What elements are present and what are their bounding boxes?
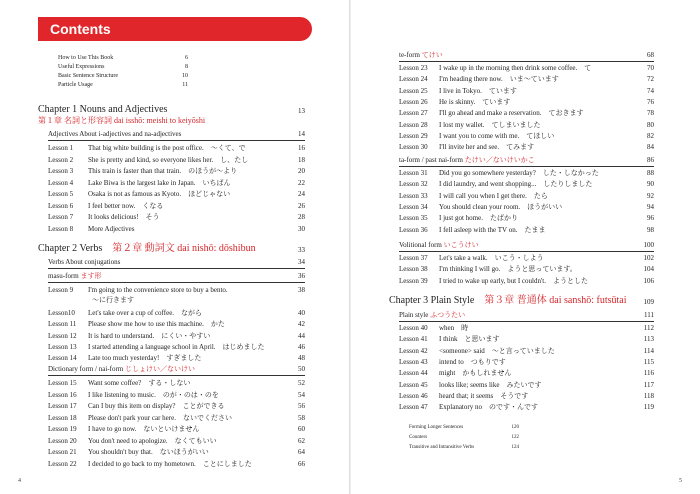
chapter-3-title: Chapter 3 Plain Style [389, 295, 475, 306]
lesson-title-continued: ～に行きます [92, 296, 134, 304]
lesson-page: 106 [643, 276, 654, 285]
lesson-title: You don't need to apologize. なくてもいい [88, 436, 217, 445]
lesson-title: I'm heading there now. いま～ています [439, 75, 559, 84]
lesson-page: 76 [647, 97, 654, 106]
lesson-number: Lesson 35 [399, 214, 428, 223]
lesson-title: It looks delicious! そう [88, 213, 160, 221]
lesson-number: Lesson 18 [48, 413, 77, 422]
lesson-page: 56 [298, 402, 305, 410]
front-matter-page: 8 [185, 64, 188, 70]
back-matter-page: 124 [511, 445, 519, 450]
te-page: 68 [647, 51, 654, 59]
chapter-2-title-jp: 第２章 動詞文 dai nishō: dōshibun [112, 243, 256, 254]
lesson-page: 64 [298, 448, 305, 456]
lesson-page: 92 [647, 191, 654, 200]
plain-label-jp: ふつうたい [430, 311, 466, 319]
lesson-page: 72 [647, 75, 654, 84]
lesson-number: Lesson 21 [48, 448, 77, 456]
back-matter-item [409, 434, 519, 442]
lesson-title: Osaka is not as famous as Kyoto. ほどじゃない [88, 190, 231, 198]
back-matter-item [409, 444, 519, 452]
lesson-number: Lesson 13 [48, 343, 77, 351]
lesson-number: Lesson 28 [399, 120, 428, 129]
lesson-title: when 時 [439, 324, 469, 332]
masu-page: 36 [298, 272, 305, 280]
lesson-title: I feel better now. くなる [88, 201, 164, 210]
front-matter-page: 11 [182, 82, 188, 88]
lesson-title: Can I buy this item on display? ことができる [88, 402, 225, 410]
lesson-page: 116 [643, 369, 654, 378]
lesson-title: <someone> said ～と言っていました [439, 346, 555, 355]
lesson-number: Lesson 20 [48, 436, 77, 445]
chapter-3-heading [389, 294, 654, 307]
section-page: 14 [298, 130, 305, 138]
back-matter-page: 122 [511, 435, 519, 440]
lesson-page: 24 [298, 190, 305, 198]
lesson-title: I decided to go back to my hometown. ことにしました [88, 459, 252, 468]
section-label: Adjectives About i-adjectives and na-adjectives [48, 130, 182, 138]
lesson-number: Lesson 41 [399, 335, 428, 344]
lesson-number: Lesson 5 [48, 190, 74, 198]
back-matter-label: Counters [409, 435, 428, 440]
section-divider [399, 166, 654, 167]
lesson-title: I wake up in the morning then drink some coffee. て [439, 64, 592, 72]
lesson-title: Please don't park your car here. ないでください [88, 413, 232, 422]
lesson-number: Lesson 27 [399, 109, 428, 118]
chapter-1-heading [38, 103, 305, 116]
lesson-number: Lesson 42 [399, 346, 428, 355]
lesson-title: Late too much yesterday! すぎました [88, 354, 202, 363]
section-divider [399, 61, 654, 62]
lesson-number: Lesson 32 [399, 180, 428, 189]
lesson-page: 26 [298, 201, 305, 210]
lesson-page: 48 [298, 354, 305, 363]
lesson-title: I'll go ahead and make a reservation. ておきます [439, 109, 584, 118]
ta-label-jp: たけい／ないけいかこ [464, 156, 535, 164]
lesson-number: Lesson 16 [48, 390, 77, 399]
lesson-number: Lesson 6 [48, 201, 74, 210]
lesson-page: 60 [298, 425, 305, 433]
volitional-heading [399, 240, 654, 250]
lesson-title: She is pretty and kind, so everyone likes her. し、たし [88, 155, 249, 164]
lesson-number: Lesson 22 [48, 459, 77, 468]
lesson-title: I started attending a language school in April. はじめました [88, 343, 265, 351]
lesson-title: I lost my wallet. てしまいました [439, 120, 541, 129]
lesson-number: Lesson 14 [48, 354, 77, 363]
lesson-number: Lesson 40 [399, 324, 428, 332]
lesson-title: looks like; seems like みたいです [439, 380, 542, 389]
back-matter-label: Transitive and Intransitive Verbs [409, 445, 475, 450]
lesson-page: 118 [643, 391, 654, 400]
section-divider [399, 251, 654, 252]
lesson-number: Lesson 25 [399, 86, 428, 95]
vol-label: Volitional form [399, 241, 442, 249]
back-matter-item [409, 424, 519, 432]
lesson-number: Lesson 39 [399, 276, 428, 285]
lesson-number: Lesson 34 [399, 202, 428, 211]
front-matter-label: Useful Expressions [58, 64, 105, 70]
lesson-number: Lesson 43 [399, 357, 428, 366]
lesson-title: I'm going to the convenience store to buy a bento. [88, 286, 228, 294]
plain-page: 111 [644, 311, 654, 319]
lesson-title: This train is faster than that train. のほうが～より [88, 167, 238, 175]
right-page [351, 0, 700, 494]
masu-form-heading [48, 271, 305, 281]
lesson-page: 44 [298, 331, 305, 340]
lesson-title: He is skinny. ています [439, 97, 511, 106]
lesson-page: 70 [647, 64, 654, 72]
front-matter-page: 10 [182, 73, 188, 79]
lesson-title: You should clean your room. ほうがいい [439, 202, 563, 211]
back-matter-label: Forming Longer Sentences [409, 425, 464, 430]
front-matter-item [58, 63, 188, 72]
lesson-number: Lesson 9 [48, 286, 74, 294]
lesson-title: Explanatory no のです・んです [439, 403, 538, 412]
lesson-title: I live in Tokyo. ています [439, 86, 517, 95]
lesson-page: 16 [298, 144, 305, 152]
lesson-title: intend to つもりです [439, 357, 506, 366]
lesson-number: Lesson 31 [399, 169, 428, 177]
lesson-page: 94 [647, 202, 654, 211]
lesson-page: 82 [647, 131, 654, 140]
lesson-number: Lesson 26 [399, 97, 428, 106]
front-matter-label: How to Use This Book [58, 55, 114, 61]
lesson-title: More Adjectives [88, 224, 135, 233]
lesson-page: 74 [647, 86, 654, 95]
lesson-title: You shouldn't buy that. ないほうがいい [88, 448, 209, 456]
lesson-title: I want you to come with me. てほしい [439, 131, 555, 140]
section-label: Verbs About conjugations [48, 258, 121, 266]
lesson-title: Let's take over a cup of coffee. ながら [88, 308, 203, 317]
lesson-number: Lesson 33 [399, 191, 428, 200]
lesson-number: Lesson 36 [399, 225, 428, 234]
lesson-page: 104 [643, 265, 654, 274]
page-number: 5 [679, 478, 682, 484]
dict-label: Dictionary form / nai-form [48, 365, 124, 373]
lesson-page: 117 [643, 380, 654, 389]
front-matter-label: Basic Sentence Structure [58, 73, 118, 79]
lesson-title: I'll invite her and see. てみます [439, 143, 535, 152]
lesson-page: 112 [643, 324, 654, 332]
lesson-number: Lesson 17 [48, 402, 77, 410]
back-matter-page: 120 [511, 425, 519, 430]
lesson-title: I fell asleep with the TV on. たまま [439, 225, 546, 234]
lesson-page: 88 [647, 169, 654, 177]
lesson-number: Lesson 47 [399, 403, 428, 412]
lesson-number: Lesson 1 [48, 144, 74, 152]
chapter-3-title-jp: 第３章 普通体 dai sanshō: futsūtai [484, 295, 627, 306]
section-divider [48, 375, 305, 376]
lesson-title: I like listening to music. のが・のは・のを [88, 390, 219, 399]
lesson-number: Lesson 15 [48, 379, 77, 387]
lesson-page: 102 [643, 254, 654, 262]
plain-label: Plain style [399, 311, 429, 319]
lesson-page: 52 [298, 379, 305, 387]
lesson-page: 30 [298, 224, 305, 233]
section-divider [48, 268, 305, 269]
lesson-page: 20 [298, 167, 305, 175]
vol-page: 100 [643, 241, 654, 249]
left-page [0, 0, 349, 494]
lesson-page: 80 [647, 120, 654, 129]
lesson-title: I have to go now. ないといけません [88, 425, 200, 433]
lesson-number: Lesson 7 [48, 213, 74, 221]
front-matter-item [58, 81, 188, 90]
te-label: te-form [399, 51, 420, 59]
lesson-page: 62 [298, 436, 305, 445]
lesson-title: I tried to wake up early, but I couldn't. ようとした [439, 276, 588, 285]
contents-banner: Contents [38, 17, 312, 41]
lesson-page: 42 [298, 320, 305, 329]
lesson-number: Lesson 37 [399, 254, 428, 262]
lesson-title: I think と思います [439, 335, 500, 344]
lesson-page: 78 [647, 109, 654, 118]
front-matter-item [58, 54, 188, 63]
chapter-1-title: Chapter 1 Nouns and Adjectives [38, 104, 168, 115]
lesson-number: Lesson 12 [48, 331, 77, 340]
lesson-page: 18 [298, 155, 305, 164]
lesson-number: Lesson 38 [399, 265, 428, 274]
chapter-2-page: 33 [298, 246, 305, 254]
lesson-title: I'm thinking I will go. ようと思っています。 [439, 265, 577, 274]
lesson-page: 54 [298, 390, 305, 399]
lesson-title: Did you go somewhere yesterday? した・しなかった [439, 169, 599, 177]
ta-form-heading [399, 155, 654, 165]
lesson-title: I will call you when I get there. たら [439, 191, 548, 200]
lesson-number: Lesson 11 [48, 320, 77, 329]
lesson-page: 114 [643, 346, 654, 355]
lesson-number: Lesson 3 [48, 167, 74, 175]
lesson-number: Lesson 23 [399, 64, 428, 72]
dict-label-jp: じしょけい／ないけい [124, 365, 195, 373]
lesson-page: 46 [298, 343, 305, 351]
dict-page: 50 [298, 365, 305, 373]
lesson-title: might かもしれません [439, 369, 512, 378]
lesson-title: I did laundry, and went shopping... したりしました [439, 180, 593, 189]
dictionary-form-heading [48, 364, 305, 374]
ta-label: ta-form / past nai-form [399, 156, 463, 164]
lesson-page: 40 [298, 308, 305, 317]
plain-style-heading [399, 310, 654, 320]
lesson-number: Lesson 2 [48, 155, 74, 164]
chapter-2-heading [38, 242, 305, 255]
lesson-title: That big white building is the post office. ～くて、で [88, 144, 246, 152]
lesson-title: Let's take a walk. いこう・しよう [439, 254, 544, 262]
section-divider [48, 140, 305, 141]
lesson-page: 66 [298, 459, 305, 468]
lesson-title: I just got home. たばかり [439, 214, 518, 223]
chapter-2-title: Chapter 2 Verbs [38, 243, 103, 254]
lesson-number: Lesson 30 [399, 143, 428, 152]
front-matter-page: 6 [185, 55, 188, 61]
vol-label-jp: いこうけい [443, 241, 479, 249]
te-label-jp: てけい [421, 51, 443, 59]
lesson-page: 119 [643, 403, 654, 412]
lesson-page: 90 [647, 180, 654, 189]
section-divider [399, 321, 654, 322]
lesson-number: Lesson 19 [48, 425, 77, 433]
lesson-number: Lesson 45 [399, 380, 428, 389]
masu-label-jp: ます形 [80, 272, 102, 280]
section-page: 34 [298, 258, 305, 266]
chapter-1-section [48, 129, 305, 139]
lesson-page: 96 [647, 214, 654, 223]
lesson-page: 113 [643, 335, 654, 344]
lesson-title: Lake Biwa is the largest lake in Japan. いちばん [88, 178, 231, 187]
lesson-page: 115 [643, 357, 654, 366]
lesson-number: Lesson 29 [399, 131, 428, 140]
lesson-page: 84 [647, 143, 654, 152]
lesson-page: 58 [298, 413, 305, 422]
lesson-page: 22 [298, 178, 305, 187]
chapter-3-page: 109 [643, 298, 654, 306]
front-matter-item [58, 72, 188, 81]
lesson-title: Please show me how to use this machine. かた [88, 320, 225, 329]
page-number: 4 [18, 478, 21, 484]
section-divider [48, 282, 305, 283]
lesson-number: Lesson 8 [48, 224, 74, 233]
chapter-1-page: 13 [298, 107, 305, 115]
lesson-number: Lesson10 [48, 308, 75, 317]
chapter-2-section [48, 257, 305, 267]
lesson-title: It is hard to understand. にくい・やすい [88, 331, 211, 340]
lesson-number: Lesson 44 [399, 369, 428, 378]
lesson-number: Lesson 4 [48, 178, 74, 187]
lesson-title: Want some coffee? する・しない [88, 379, 191, 387]
masu-label: masu-form [48, 272, 79, 280]
front-matter-label: Particle Usage [58, 82, 93, 88]
ta-page: 86 [647, 156, 654, 164]
lesson-page: 98 [647, 225, 654, 234]
lesson-title: heard that; it seems そうです [439, 391, 529, 400]
lesson-number: Lesson 24 [399, 75, 428, 84]
lesson-page: 28 [298, 213, 305, 221]
chapter-1-subtitle: 第１章 名詞と形容詞 dai isshō: meishi to keiyōshi [38, 116, 206, 125]
te-form-heading [399, 50, 654, 60]
lesson-number: Lesson 46 [399, 391, 428, 400]
lesson-page: 38 [298, 286, 305, 294]
